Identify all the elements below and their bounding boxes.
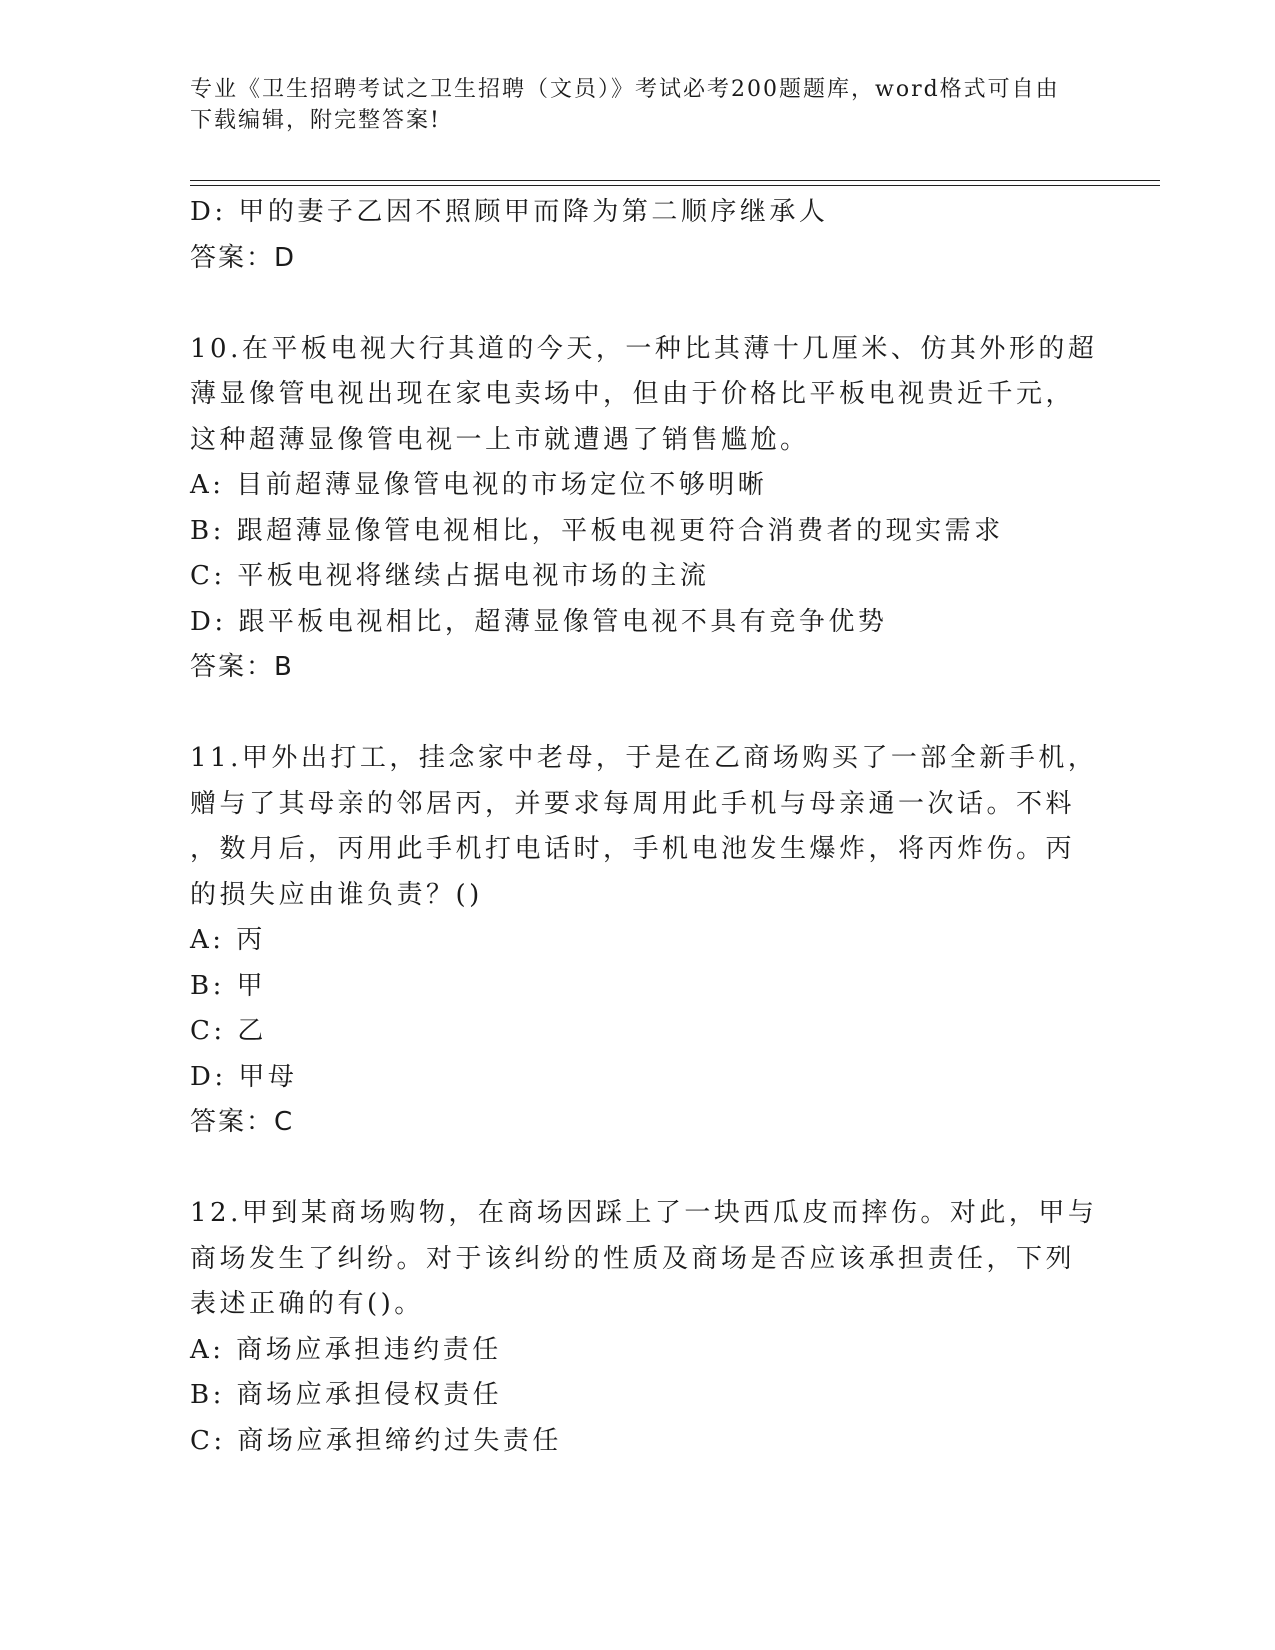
question-stem-line: 赠与了其母亲的邻居丙，并要求每周用此手机与母亲通一次话。不料: [190, 788, 1076, 819]
question-9-tail: [190, 190, 1090, 281]
answer: 答案：C: [190, 1107, 295, 1137]
question-12: [190, 1191, 1098, 1464]
question-stem-line: 薄显像管电视出现在家电卖场中，但由于价格比平板电视贵近千元，: [190, 379, 1076, 409]
spacer: [190, 281, 1090, 327]
question-11: [190, 736, 1098, 1146]
header-divider-thick: [190, 180, 1160, 181]
option-c: C: 乙: [190, 1016, 267, 1046]
document-header: 专业《卫生招聘考试之卫生招聘（文员）》考试必考200题题库，word格式可自由下载编辑，附完整答案!: [190, 77, 1060, 133]
spacer: [190, 691, 1090, 737]
option-a: A: 商场应承担违约责任: [190, 1334, 502, 1365]
spacer: [190, 1146, 1090, 1192]
option-c: C: 平板电视将继续占据电视市场的主流: [190, 561, 710, 591]
option-a: A: 目前超薄显像管电视的市场定位不够明晰: [190, 470, 768, 500]
option-b: B: 跟超薄显像管电视相比，平板电视更符合消费者的现实需求: [190, 515, 1004, 546]
question-stem-line: 的损失应由谁负责？(): [190, 879, 483, 910]
question-10: [190, 327, 1098, 691]
answer: 答案：D: [190, 242, 297, 273]
question-stem-line: 这种超薄显像管电视一上市就遭遇了销售尴尬。: [190, 424, 810, 455]
question-stem-line: 12.甲到某商场购物，在商场因踩上了一块西瓜皮而摔伤。对此，甲与: [190, 1198, 1098, 1228]
option-d: D: 跟平板电视相比，超薄显像管电视不具有竞争优势: [190, 606, 888, 637]
header-divider-thin: [190, 185, 1160, 186]
option-b: B: 商场应承担侵权责任: [190, 1380, 503, 1410]
option-a: A: 丙: [190, 925, 266, 955]
question-stem-line: 商场发生了纠纷。对于该纠纷的性质及商场是否应该承担责任，下列: [190, 1243, 1076, 1274]
option-b: B: 甲: [190, 970, 267, 1001]
option-c: C: 商场应承担缔约过失责任: [190, 1425, 562, 1456]
document-body: [190, 190, 1098, 1464]
question-stem-line: ，数月后，丙用此手机打电话时，手机电池发生爆炸，将丙炸伤。丙: [190, 834, 1076, 864]
option-d: D: 甲母: [190, 1061, 298, 1092]
question-stem-line: 11.甲外出打工，挂念家中老母，于是在乙商场购买了一部全新手机，: [190, 743, 1098, 773]
option-d: D: 甲的妻子乙因不照顾甲而降为第二顺序继承人: [190, 197, 829, 227]
answer: 答案：B: [190, 652, 294, 682]
question-stem-line: 10.在平板电视大行其道的今天，一种比其薄十几厘米、仿其外形的超: [190, 333, 1098, 364]
question-stem-line: 表述正确的有()。: [190, 1289, 424, 1319]
